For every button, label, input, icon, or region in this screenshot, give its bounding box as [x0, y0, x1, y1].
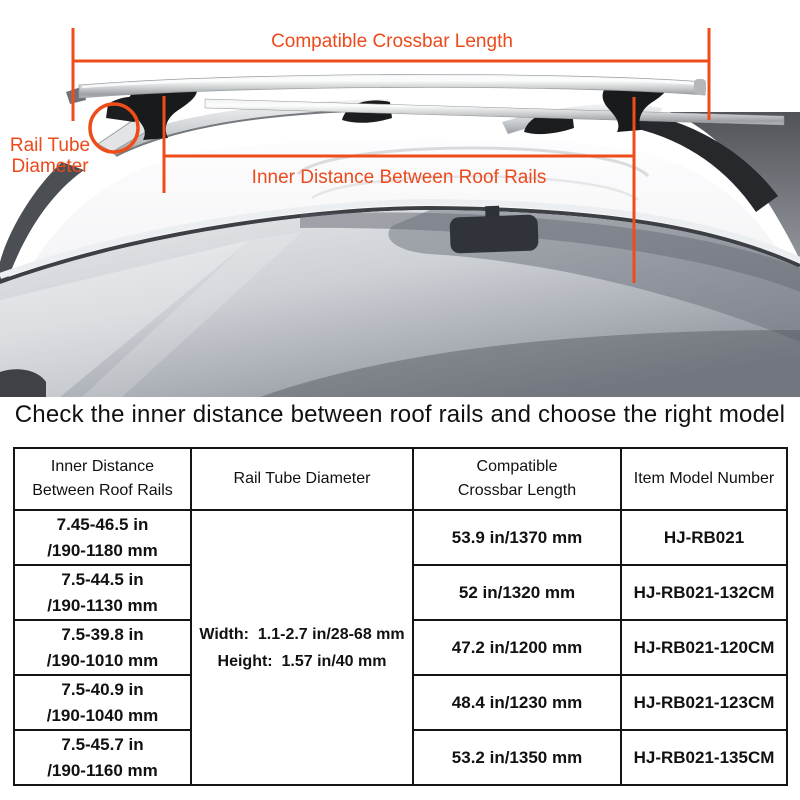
table-row-4-crossbar-length: 48.4 in/1230 mm	[414, 676, 620, 729]
rail-tube-height: Height: 1.57 in/40 mm	[217, 652, 387, 670]
table-row-1-model: HJ-RB021	[622, 511, 786, 564]
table-row-3-inner-distance: 7.5-39.8 in /190-1010 mm	[15, 621, 190, 674]
spec-table	[13, 447, 788, 786]
car-roof-illustration	[0, 0, 800, 397]
inner-distance-label: Inner Distance Between Roof Rails	[251, 167, 547, 188]
table-row-3-model: HJ-RB021-120CM	[622, 621, 786, 674]
rail-tube-label	[4, 135, 96, 177]
table-row-4-model: HJ-RB021-123CM	[622, 676, 786, 729]
rail-tube-spec-cell	[192, 511, 412, 784]
table-row-2-inner-distance: 7.5-44.5 in /190-1130 mm	[15, 566, 190, 619]
table-row-1-crossbar-length: 53.9 in/1370 mm	[414, 511, 620, 564]
table-row-3-crossbar-length: 47.2 in/1200 mm	[414, 621, 620, 674]
rail-tube-width: Width: 1.1-2.7 in/28-68 mm	[199, 625, 405, 643]
table-row-5-model: HJ-RB021-135CM	[622, 731, 786, 784]
header-crossbar-length: Compatible Crossbar Length	[414, 449, 620, 509]
table-row-4-inner-distance: 7.5-40.9 in /190-1040 mm	[15, 676, 190, 729]
header-rail-tube: Rail Tube Diameter	[192, 449, 412, 509]
header-model: Item Model Number	[622, 449, 786, 509]
table-row-5-inner-distance: 7.5-45.7 in /190-1160 mm	[15, 731, 190, 784]
header-inner-distance: Inner Distance Between Roof Rails	[15, 449, 190, 509]
crossbar-length-label: Compatible Crossbar Length	[271, 31, 513, 52]
rail-tube-label-line1: Rail Tube	[9, 135, 91, 156]
table-row-1-inner-distance: 7.45-46.5 in /190-1180 mm	[15, 511, 190, 564]
table-row-2-crossbar-length: 52 in/1320 mm	[414, 566, 620, 619]
car-roof-figure	[0, 0, 800, 397]
table-row-5-crossbar-length: 53.2 in/1350 mm	[414, 731, 620, 784]
instruction-heading: Check the inner distance between roof rails and choose the right model	[14, 401, 786, 428]
table-row-2-model: HJ-RB021-132CM	[622, 566, 786, 619]
rail-tube-label-line2: Diameter	[11, 156, 89, 177]
